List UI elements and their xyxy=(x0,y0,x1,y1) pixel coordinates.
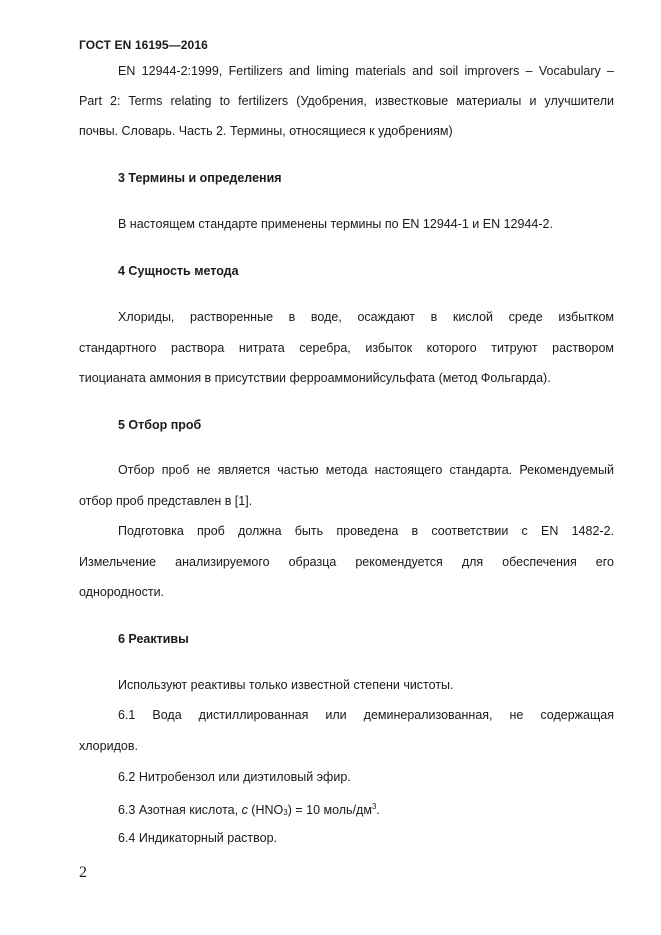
item-6-3-variable: c xyxy=(241,803,248,817)
reference-line-1: EN 12944-2:1999, Fertilizers and liming materials and soil improvers – Vocabulary – xyxy=(118,64,614,78)
section-5-p2-line-2: Измельчение анализируемого образца рекомендуется для обеспечения его xyxy=(79,555,614,569)
item-6-3-mid: ) = 10 моль/дм xyxy=(287,803,372,817)
item-6-3-end: . xyxy=(376,803,380,817)
section-5-p1-line-2: отбор проб представлен в [1]. xyxy=(79,494,253,508)
item-6-1-line-2: хлоридов. xyxy=(79,739,138,753)
section-5-heading: 5 Отбор проб xyxy=(118,418,202,432)
item-6-3 xyxy=(118,798,614,816)
item-6-3-subscript: 3 xyxy=(283,808,288,817)
section-5-p2-line-3: однородности. xyxy=(79,585,165,599)
item-6-3-prefix: 6.3 Азотная кислота, xyxy=(118,803,242,817)
item-6-3-superscript: 3 xyxy=(371,802,377,811)
section-4-heading: 4 Сущность метода xyxy=(118,264,239,278)
section-4-line-1: Хлориды, растворенные в воде, осаждают в кислой среде избытком xyxy=(118,310,614,324)
section-4-line-2: стандартного раствора нитрата серебра, избыток которого титруют раствором xyxy=(79,341,614,355)
document-header: ГОСТ EN 16195—2016 xyxy=(79,38,208,52)
item-6-4: 6.4 Индикаторный раствор. xyxy=(118,831,278,845)
item-6-3-open: (HNO xyxy=(247,803,284,817)
section-4-line-3: тиоцианата аммония в присутствии ферроаммонийсульфата (метод Фольгарда). xyxy=(79,371,551,385)
section-6-heading: 6 Реактивы xyxy=(118,632,189,646)
section-6-intro: Используют реактивы только известной степени чистоты. xyxy=(118,678,454,692)
reference-line-3: почвы. Словарь. Часть 2. Термины, относящиеся к удобрениям) xyxy=(79,124,453,138)
item-6-2: 6.2 Нитробензол или диэтиловый эфир. xyxy=(118,770,351,784)
item-6-1-line-1: 6.1 Вода дистиллированная или деминерализованная, не содержащая xyxy=(118,708,614,722)
section-3-heading: 3 Термины и определения xyxy=(118,171,282,185)
reference-line-2: Part 2: Terms relating to fertilizers (Удобрения, известковые материалы и улучшители xyxy=(79,94,614,108)
section-3-text: В настоящем стандарте применены термины по EN 12944-1 и EN 12944-2. xyxy=(118,217,553,231)
section-5-p1-line-1: Отбор проб не является частью метода настоящего стандарта. Рекомендуемый xyxy=(118,463,614,477)
page-number: 2 xyxy=(79,864,87,881)
section-5-p2-line-1: Подготовка проб должна быть проведена в соответствии с EN 1482-2. xyxy=(118,524,614,538)
